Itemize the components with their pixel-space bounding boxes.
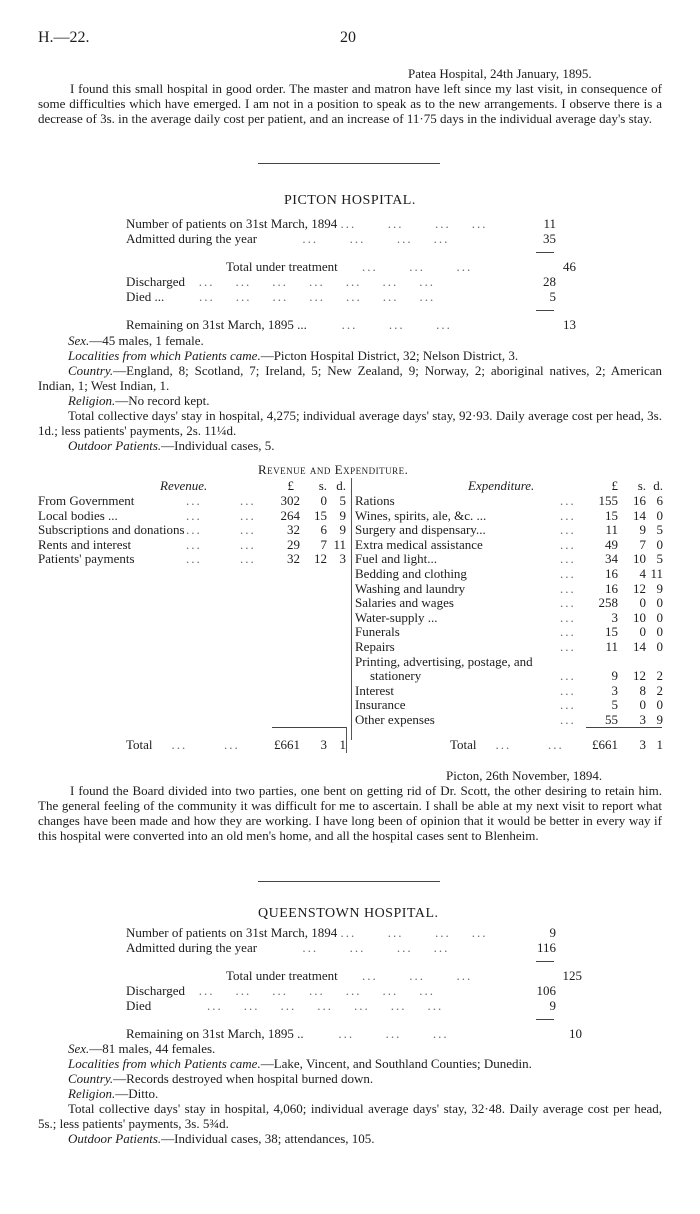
expenditure-pounds: 49	[605, 536, 618, 552]
expenditure-pounds: 11	[605, 522, 618, 538]
leader-dots: ...	[560, 712, 576, 727]
expenditure-pence: 6	[656, 493, 663, 508]
revenue-shillings: 7	[320, 536, 327, 552]
picton-country: Country.—England, 8; Scotland, 7; Ireland, 5; New Zealand, 9; Norway, 2; aboriginal natives, 2; American Indian, 1; West Indian, 1.	[38, 363, 662, 393]
exp-total-pounds: £661	[592, 737, 618, 752]
expenditure-shillings: 10	[633, 609, 646, 625]
expenditure-item-label: Repairs	[355, 639, 395, 654]
picton-number: 11	[543, 216, 556, 231]
exp-total-label: Total ... ...	[450, 737, 564, 752]
revenue-shillings: 12	[314, 551, 327, 567]
leader-dots: ...	[560, 493, 576, 508]
picton-religion: Religion.—No record kept.	[68, 393, 210, 408]
expenditure-heading: Expenditure.	[468, 478, 535, 493]
queenstown-country: Country.—Records destroyed when hospital burned down.	[68, 1071, 374, 1086]
leader-dots: ...	[186, 536, 202, 552]
expenditure-item-label: Salaries and wages	[355, 595, 454, 611]
expenditure-pounds: 34	[605, 551, 618, 567]
exp-pounds-head: £	[611, 478, 618, 493]
expenditure-item-label: Wines, spirits, ale, &c. ...	[355, 507, 487, 523]
queenstown-title: QUEENSTOWN HOSPITAL.	[258, 906, 439, 921]
sum-rule	[536, 252, 554, 253]
revenue-item-label	[38, 508, 118, 523]
leader-dots: ...	[560, 580, 576, 596]
expenditure-shillings: 3	[639, 712, 646, 727]
expenditure-item-label: Fuel and light...	[355, 551, 437, 567]
expenditure-shillings: 0	[639, 595, 646, 611]
picton-discharged: 28	[543, 274, 556, 289]
revenue-item-text: From Government	[38, 493, 135, 508]
exp-total-pence: 1	[656, 737, 663, 752]
sum-rule	[536, 310, 554, 311]
leader-dots: ...	[186, 551, 202, 567]
queenstown-admitted-label: Admitted during the year ... ... ... ...	[126, 940, 450, 955]
revenue-pounds: 32	[287, 522, 300, 538]
expenditure-shillings: 4	[639, 566, 646, 581]
picton-localities: Localities from which Patients came.—Picton Hospital District, 32; Nelson District, 3.	[68, 348, 519, 363]
picton-admitted: 35	[543, 231, 556, 246]
expenditure-item-label: Rations	[355, 493, 395, 508]
expenditure-pence: 2	[656, 682, 663, 698]
queenstown-died: 9	[549, 998, 556, 1013]
revenue-item-label	[38, 537, 131, 552]
expenditure-item-label: Extra medical assistance	[355, 536, 483, 552]
revenue-heading: Revenue.	[160, 478, 208, 493]
revenue-pounds: 32	[287, 551, 300, 567]
revenue-item-text: Rents and interest	[38, 536, 132, 552]
queenstown-total: 125	[562, 968, 582, 983]
expenditure-shillings: 16	[633, 493, 646, 508]
expenditure-item-label: Other expenses	[355, 712, 435, 727]
picton-remaining-label: Remaining on 31st March, 1895 ... ... ... ...	[126, 317, 452, 332]
expenditure-pence: 5	[656, 522, 663, 538]
expenditure-item-label: Washing and laundry	[355, 580, 466, 596]
expenditure-pence: 0	[656, 595, 663, 611]
exp-total-shillings: 3	[639, 737, 646, 752]
expenditure-item-label: stationery	[370, 668, 422, 684]
patea-report: I found this small hospital in good order. The master and matron have left since my last visit, in consequence of some difficulties which have emerged. I am not in a position to speak as to the new arrangements. I observe there is a decrease of 3s. in the average daily cost per patient, and an increase of 11·75 days in the individual average day's stay.	[38, 81, 662, 126]
expenditure-shillings: 8	[639, 682, 646, 698]
leader-dots: ...	[560, 697, 576, 713]
rev-shillings-head: s.	[318, 478, 327, 493]
revenue-pounds: 302	[280, 493, 300, 508]
expenditure-item-label: Printing, advertising, postage, and	[355, 653, 533, 669]
expenditure-pence: 0	[656, 507, 663, 523]
picton-dateline: Picton, 26th November, 1894.	[446, 768, 603, 783]
expenditure-pounds: 258	[598, 595, 618, 611]
section-divider	[258, 163, 440, 164]
leader-dots: ...	[186, 522, 202, 538]
revenue-item-text: Patients' payments	[38, 551, 135, 567]
queenstown-number-label: Number of patients on 31st March, 1894 ... ... ... ...	[126, 925, 488, 940]
queenstown-religion: Religion.—Ditto.	[68, 1086, 159, 1101]
expenditure-item-label: Surgery and dispensary...	[355, 522, 486, 538]
leader-dots: ...	[240, 507, 256, 523]
expenditure-pence: 5	[656, 551, 663, 567]
revenue-pence: 3	[339, 551, 346, 567]
queenstown-discharged-label: Discharged ... ... ... ... ... ... ...	[126, 983, 435, 998]
picton-stay: Total collective days' stay in hospital, 4,275; individual average days' stay, 92·93. Daily average cost per head, 3s. 1d.; less patients' payments, 2s. 11¼d.	[38, 408, 662, 438]
expenditure-pence: 0	[656, 639, 663, 654]
queenstown-died-label: Died ... ... ... ... ... ... ...	[126, 998, 444, 1013]
expenditure-shillings: 10	[633, 551, 646, 567]
expenditure-pence: 0	[656, 624, 663, 640]
revenue-shillings: 15	[314, 507, 327, 523]
leader-dots: ...	[560, 536, 576, 552]
leader-dots: ...	[560, 595, 576, 611]
leader-dots: ...	[240, 522, 256, 538]
expenditure-pence: 11	[650, 566, 663, 581]
expenditure-pounds: 16	[605, 566, 618, 581]
expenditure-item-label: Insurance	[355, 697, 406, 713]
leader-dots: ...	[560, 566, 576, 581]
picton-total-label: Total under treatment ... ... ...	[226, 259, 473, 274]
leader-dots: ...	[560, 668, 576, 684]
expenditure-shillings: 14	[633, 507, 646, 523]
picton-number-label: Number of patients on 31st March, 1894 ... ... ... ...	[126, 216, 488, 231]
leader-dots: ...	[240, 551, 256, 567]
rev-pounds-head: £	[287, 478, 294, 493]
exp-shillings-head: s.	[637, 478, 646, 493]
expenditure-pence: 0	[656, 536, 663, 552]
revenue-item-label	[38, 522, 185, 537]
leader-dots: ...	[186, 493, 202, 508]
expenditure-pounds: 15	[605, 624, 618, 640]
accounts-heading: Revenue and Expenditure.	[258, 462, 409, 477]
expenditure-shillings: 14	[633, 639, 646, 654]
expenditure-shillings: 12	[633, 668, 646, 684]
expenditure-pounds: 155	[598, 493, 618, 508]
leader-dots: ...	[560, 624, 576, 640]
picton-title: PICTON HOSPITAL.	[284, 193, 416, 208]
picton-outdoor: Outdoor Patients.—Individual cases, 5.	[68, 438, 275, 453]
revenue-item-label	[38, 551, 135, 566]
expenditure-pounds: 3	[611, 609, 618, 625]
expenditure-pounds: 5	[611, 697, 618, 713]
revenue-shillings: 0	[320, 493, 327, 508]
exp-total-rule	[586, 727, 662, 728]
picton-remaining: 13	[563, 317, 576, 332]
expenditure-pounds: 16	[605, 580, 618, 596]
queenstown-discharged: 106	[536, 983, 556, 998]
expenditure-pence: 0	[656, 609, 663, 625]
picton-died-label: Died ... ... ... ... ... ... ... ...	[126, 289, 436, 304]
revenue-shillings: 6	[320, 522, 327, 538]
queenstown-stay: Total collective days' stay in hospital, 4,060; individual average days' stay, 32·48. Daily average cost per head, 5s.; less patients' payments, 3s. 5¾d.	[38, 1101, 662, 1131]
queenstown-outdoor: Outdoor Patients.—Individual cases, 38; attendances, 105.	[68, 1131, 375, 1146]
page-number: 20	[340, 29, 356, 46]
accounts-divider	[351, 478, 352, 740]
queenstown-remaining: 10	[569, 1026, 582, 1041]
queenstown-remaining-label: Remaining on 31st March, 1895 .. ... ... ...	[126, 1026, 449, 1041]
rev-total-label: Total ... ...	[126, 737, 240, 752]
rev-total-shillings: 3	[320, 737, 327, 752]
picton-report: I found the Board divided into two parties, one bent on getting rid of Dr. Scott, the other desiring to retain him. The general feeling of the community it was difficult for me to ascertain. I shall be able at my next visit to report what changes have been made and how they are working. I have long been of opinion that it would be better in every way if this hospital were converted into an old men's home, and all the hospital cases sent to Blenheim.	[38, 783, 662, 843]
revenue-item-label	[38, 493, 134, 508]
leader-dots: ...	[560, 507, 576, 523]
report-reference: H.—22.	[38, 29, 90, 46]
queenstown-admitted: 116	[536, 940, 556, 955]
revenue-pence: 9	[339, 522, 346, 538]
leader-dots: ...	[240, 493, 256, 508]
rev-total-pence: 1	[339, 737, 346, 752]
expenditure-pounds: 15	[605, 507, 618, 523]
expenditure-item-label: Interest	[355, 682, 394, 698]
picton-died: 5	[549, 289, 556, 304]
expenditure-shillings: 0	[639, 624, 646, 640]
patea-dateline: Patea Hospital, 24th January, 1895.	[408, 66, 592, 81]
expenditure-item-label: Funerals	[355, 624, 400, 640]
revenue-item-text: Local bodies ...	[38, 507, 118, 523]
revenue-pounds: 29	[287, 536, 300, 552]
leader-dots: ...	[560, 609, 576, 625]
rev-pence-head: d.	[336, 478, 346, 493]
leader-dots: ...	[240, 536, 256, 552]
queenstown-sex: Sex.—81 males, 44 females.	[68, 1041, 216, 1056]
expenditure-pence: 0	[656, 697, 663, 713]
expenditure-shillings: 0	[639, 697, 646, 713]
expenditure-item-label: Water-supply ...	[355, 609, 438, 625]
total-divider	[346, 727, 347, 753]
leader-dots: ...	[560, 639, 576, 654]
expenditure-pence: 2	[656, 668, 663, 684]
expenditure-pounds: 11	[605, 639, 618, 654]
expenditure-pence: 9	[656, 712, 663, 727]
queenstown-localities: Localities from which Patients came.—Lake, Vincent, and Southland Counties; Dunedin.	[68, 1056, 532, 1071]
expenditure-pounds: 3	[611, 682, 618, 698]
section-divider	[258, 881, 440, 882]
revenue-pence: 11	[333, 536, 346, 552]
expenditure-shillings: 9	[639, 522, 646, 538]
queenstown-number: 9	[549, 925, 556, 940]
leader-dots: ...	[560, 551, 576, 567]
sum-rule	[536, 1019, 554, 1020]
queenstown-total-label: Total under treatment ... ... ...	[226, 968, 473, 983]
rev-total-rule	[272, 727, 346, 728]
expenditure-pounds: 9	[611, 668, 618, 684]
picton-total: 46	[563, 259, 576, 274]
revenue-pence: 9	[339, 507, 346, 523]
rev-total-pounds: £661	[274, 737, 300, 752]
expenditure-pounds: 55	[605, 712, 618, 727]
expenditure-item-label: Bedding and clothing	[355, 566, 467, 581]
exp-pence-head: d.	[653, 478, 663, 493]
expenditure-shillings: 12	[633, 580, 646, 596]
revenue-item-text: Subscriptions and donations	[38, 522, 185, 538]
picton-sex: Sex.—45 males, 1 female.	[68, 333, 204, 348]
expenditure-shillings: 7	[639, 536, 646, 552]
leader-dots: ...	[560, 522, 576, 538]
leader-dots: ...	[560, 682, 576, 698]
leader-dots: ...	[186, 507, 202, 523]
expenditure-pence: 9	[656, 580, 663, 596]
revenue-pence: 5	[339, 493, 346, 508]
revenue-pounds: 264	[280, 507, 300, 523]
sum-rule	[536, 961, 554, 962]
picton-discharged-label: Discharged ... ... ... ... ... ... ...	[126, 274, 435, 289]
picton-admitted-label: Admitted during the year ... ... ... ...	[126, 231, 450, 246]
